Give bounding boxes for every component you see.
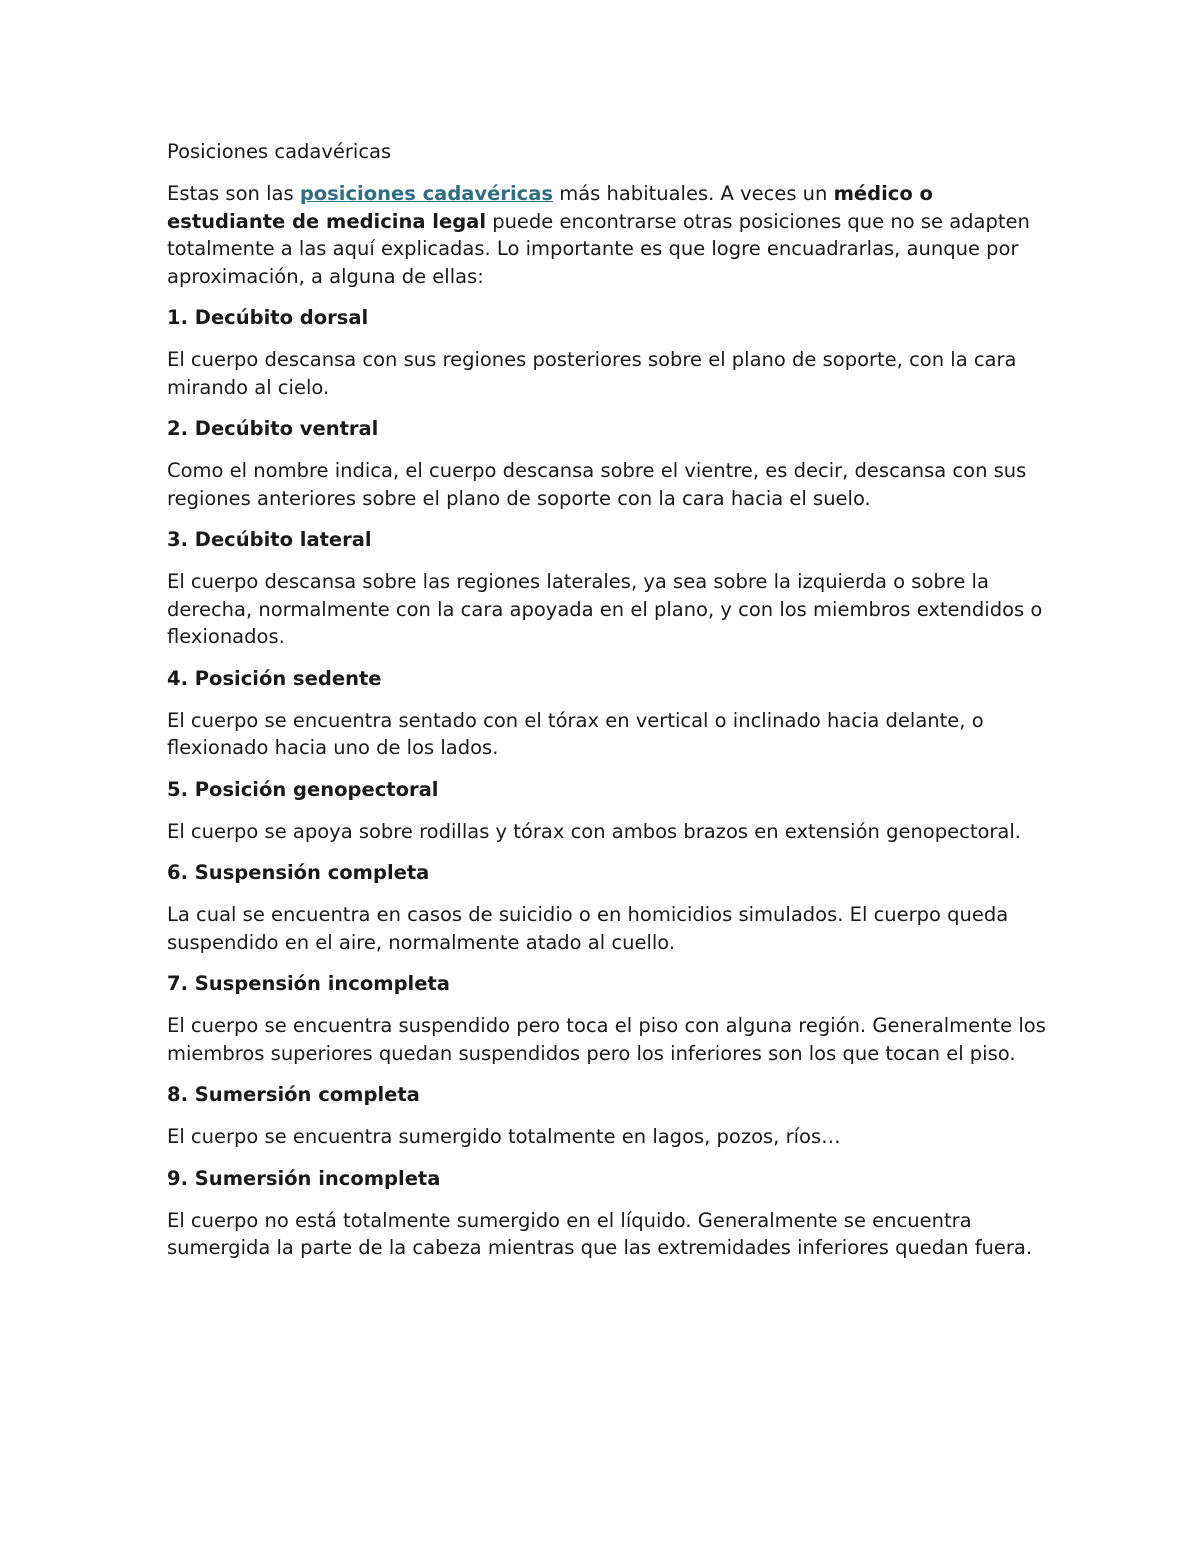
intro-text-1: Estas son las xyxy=(167,182,300,205)
section-heading-decubito-lateral: 3. Decúbito lateral xyxy=(167,528,372,551)
section-body-suspension-incompleta: El cuerpo se encuentra suspendido pero toca el piso con alguna región. Generalmente los miembros superiores quedan suspendidos pero los inferiores son los que tocan el piso. xyxy=(167,1014,1046,1065)
section-body-sumersion-incompleta: El cuerpo no está totalmente sumergido en el líquido. Generalmente se encuentra sumergida la parte de la cabeza mientras que las extremidades inferiores quedan fuera. xyxy=(167,1208,1033,1259)
intro-text-2: más habituales. A veces un xyxy=(553,182,834,205)
section-body-decubito-ventral: Como el nombre indica, el cuerpo descansa sobre el vientre, es decir, descansa con sus regiones anteriores sobre el plano de soporte con la cara hacia el suelo. xyxy=(167,459,1027,510)
section-body-posicion-sedente: El cuerpo se encuentra sentado con el tórax en vertical o inclinado hacia delante, o flexionado hacia uno de los lados. xyxy=(167,708,984,759)
posiciones-cadavericas-link[interactable]: posiciones cadavéricas xyxy=(299,182,553,205)
section-body-posicion-genopectoral: El cuerpo se apoya sobre rodillas y tórax con ambos brazos en extensión genopectoral. xyxy=(167,819,1021,843)
section-heading-decubito-dorsal: 1. Decúbito dorsal xyxy=(167,306,369,329)
section-body-suspension-completa: La cual se encuentra en casos de suicidio o en homicidios simulados. El cuerpo queda suspendido en el aire, normalmente atado al cuello. xyxy=(167,903,1009,954)
document-page xyxy=(167,138,1047,1276)
section-body-sumersion-completa: El cuerpo se encuentra sumergido totalmente en lagos, pozos, ríos… xyxy=(167,1125,841,1148)
section-heading-decubito-ventral: 2. Decúbito ventral xyxy=(167,417,379,440)
section-heading-sumersion-completa: 8. Sumersión completa xyxy=(167,1083,420,1106)
section-heading-posicion-genopectoral: 5. Posición genopectoral xyxy=(167,777,439,801)
section-heading-suspension-incompleta: 7. Suspensión incompleta xyxy=(167,972,450,995)
intro-text-3: puede encontrarse otras posiciones que no se adapten totalmente a las aquí explicadas. Lo importante es que logre encuadrarlas, aunque por aproximación, a alguna de ellas: xyxy=(167,209,1030,288)
intro-bold-text: médico o estudiante de medicina legal xyxy=(167,182,933,233)
section-heading-sumersion-incompleta: 9. Sumersión incompleta xyxy=(167,1166,441,1190)
intro-paragraph xyxy=(167,180,1047,290)
section-heading-suspension-completa: 6. Suspensión completa xyxy=(167,861,430,884)
section-heading-posicion-sedente: 4. Posición sedente xyxy=(167,666,382,690)
section-body-decubito-dorsal: El cuerpo descansa con sus regiones posteriores sobre el plano de soporte, con la cara mirando al cielo. xyxy=(167,348,1017,399)
section-body-decubito-lateral: El cuerpo descansa sobre las regiones laterales, ya sea sobre la izquierda o sobre la derecha, normalmente con la cara apoyada en el plano, y con los miembros extendidos o flexionados. xyxy=(167,570,1043,648)
document-title: Posiciones cadavéricas xyxy=(167,140,392,163)
